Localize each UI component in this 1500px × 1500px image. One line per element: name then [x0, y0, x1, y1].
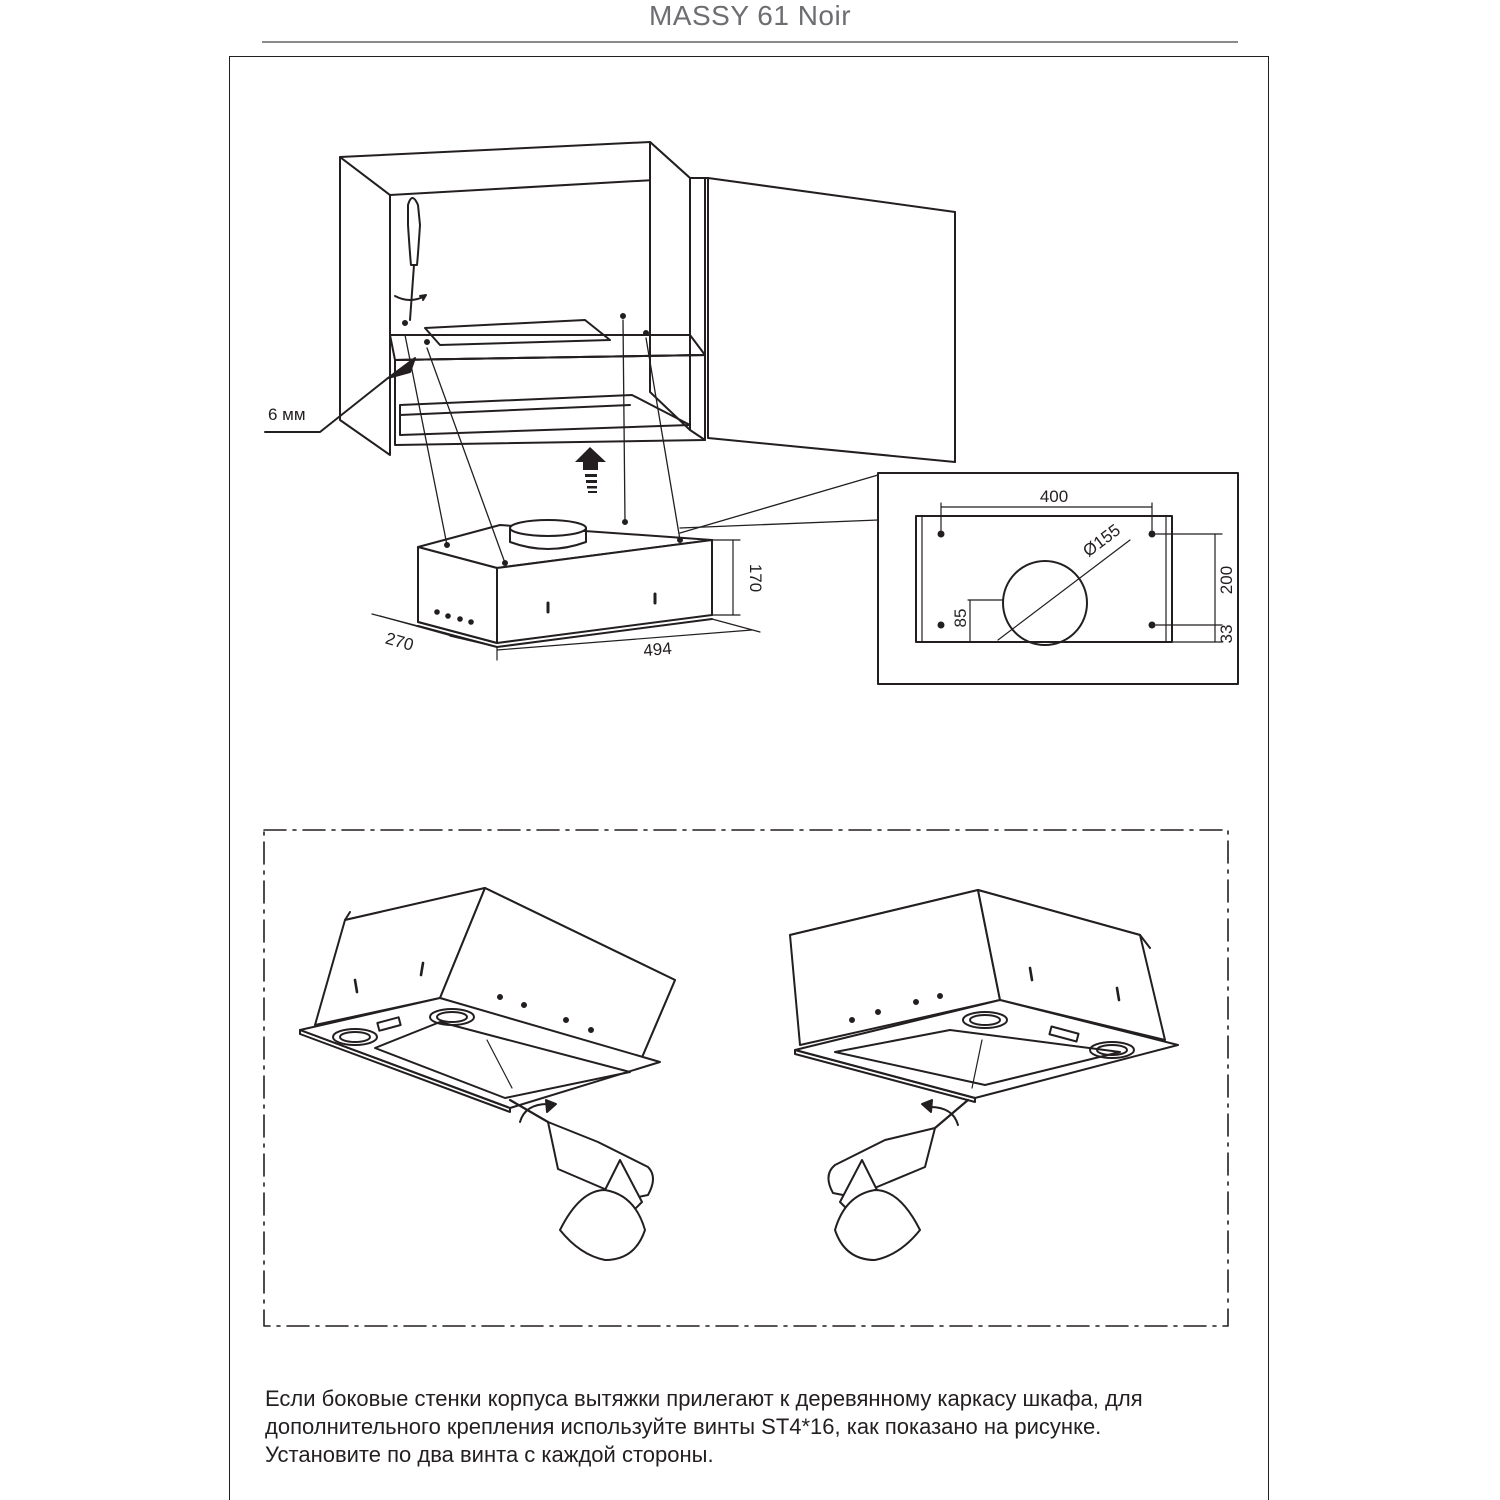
gap-label: 6 мм [268, 405, 306, 424]
page-title: MASSY 61 Noir [648, 0, 852, 31]
hood-bottom-right-illustration [790, 890, 1178, 1102]
mounting-template-callout [878, 473, 1238, 684]
dim-hole-height: 200 [1217, 565, 1236, 595]
up-arrow-icon [575, 447, 606, 493]
dim-duct-diameter: Ø155 [1079, 520, 1125, 561]
dim-width: 494 [642, 638, 673, 661]
drill-right-icon [828, 1100, 968, 1260]
dim-depth: 270 [383, 628, 416, 655]
instruction-line: Установите по два винта с каждой стороны. [265, 1442, 714, 1467]
instruction-line: Если боковые стенки корпуса вытяжки прилегают к деревянному каркасу шкафа, для [265, 1386, 1143, 1411]
hood-bottom-left-illustration [300, 888, 675, 1112]
drill-left-icon [510, 1100, 653, 1260]
instruction-line: дополнительного крепления используйте винты ST4*16, как показано на рисунке. [265, 1414, 1102, 1439]
detail-frame [264, 830, 1228, 1326]
dim-duct-offset: 85 [951, 608, 970, 628]
wall-cabinet-illustration [265, 142, 955, 563]
dim-hole-spacing: 400 [1039, 487, 1069, 506]
dim-bottom-offset: 33 [1217, 624, 1236, 644]
instructions-text [265, 1385, 1265, 1469]
dim-height: 170 [746, 563, 765, 593]
screwdriver-icon [395, 198, 426, 320]
